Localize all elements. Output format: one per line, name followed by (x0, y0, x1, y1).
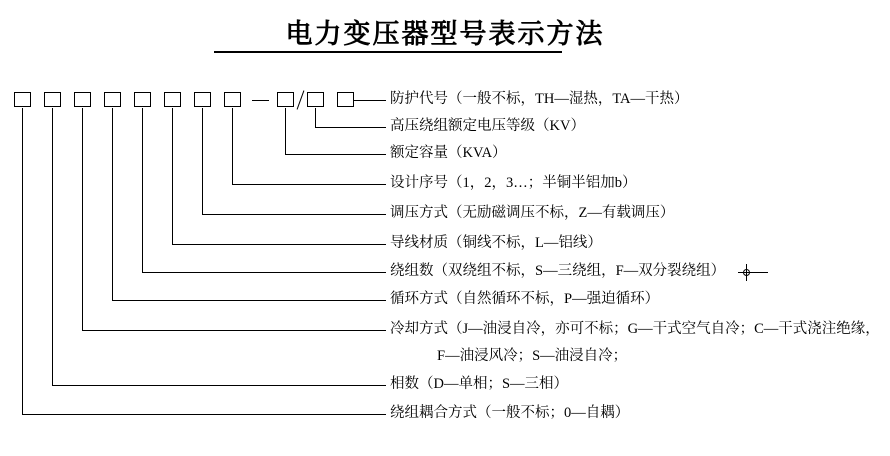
leader-hv-voltage-v (315, 108, 316, 128)
leader-cooling-v (82, 108, 83, 331)
leader-coupling-v (22, 108, 23, 415)
leader-conductor-h (172, 244, 386, 245)
leader-voltage-reg-h (202, 214, 386, 215)
model-box-9 (277, 92, 294, 107)
leader-design-seq-h (232, 184, 386, 185)
leader-rated-capacity-h (285, 154, 386, 155)
leader-winding-count-v (142, 108, 143, 273)
model-box-5 (134, 92, 151, 107)
model-box-7 (194, 92, 211, 107)
model-box-3 (74, 92, 91, 107)
annotation-hv-winding-rated-voltage: 高压绕组额定电压等级（KV） (390, 118, 585, 134)
annotation-protection-code: 防护代号（一般不标，TH—湿热，TA—干热） (390, 91, 689, 107)
annotation-winding-count: 绕组数（双绕组不标，S—三绕组，F—双分裂绕组） (390, 263, 726, 279)
title-underline (214, 51, 562, 53)
annotation-phase-count: 相数（D—单相；S—三相） (390, 376, 569, 392)
annotation-cooling-mode-line2: F—油浸风冷；S—油浸自冷； (437, 348, 628, 364)
annotation-voltage-regulation: 调压方式（无励磁调压不标，Z—有载调压） (390, 205, 675, 221)
model-box-2 (44, 92, 61, 107)
leader-circulation-v (112, 108, 113, 301)
leader-winding-count-h (142, 272, 386, 273)
leader-phase-h (52, 385, 386, 386)
annotation-design-sequence: 设计序号（1，2，3…；半铜半铝加b） (390, 175, 637, 191)
leader-conductor-v (172, 108, 173, 245)
model-box-1 (14, 92, 31, 107)
leader-protection-code (354, 100, 386, 101)
crosshair-icon (738, 264, 755, 281)
annotation-circulation-mode: 循环方式（自然循环不标，P—强迫循环） (390, 291, 660, 307)
annotation-cooling-mode: 冷却方式（J—油浸自冷，亦可不标；G—干式空气自冷；C—干式浇注绝缘， (390, 321, 880, 337)
page-title: 电力变压器型号表示方法 (285, 19, 605, 49)
annotation-rated-capacity: 额定容量（KVA） (390, 145, 507, 161)
leader-voltage-reg-v (202, 108, 203, 215)
annotation-winding-coupling: 绕组耦合方式（一般不标；0—自耦） (390, 405, 630, 421)
leader-phase-v (52, 108, 53, 386)
model-box-10 (307, 92, 324, 107)
model-box-6 (164, 92, 181, 107)
model-dash (252, 100, 269, 101)
model-box-11 (337, 92, 354, 107)
model-box-4 (104, 92, 121, 107)
leader-hv-voltage-h (315, 127, 386, 128)
annotation-conductor-material: 导线材质（铜线不标，L—铝线） (390, 235, 602, 251)
leader-cooling-h (82, 330, 386, 331)
leader-coupling-h (22, 414, 386, 415)
model-box-8 (224, 92, 241, 107)
leader-design-seq-v (232, 108, 233, 185)
model-slash (297, 90, 305, 109)
leader-rated-capacity-v (285, 108, 286, 155)
leader-circulation-h (112, 300, 386, 301)
